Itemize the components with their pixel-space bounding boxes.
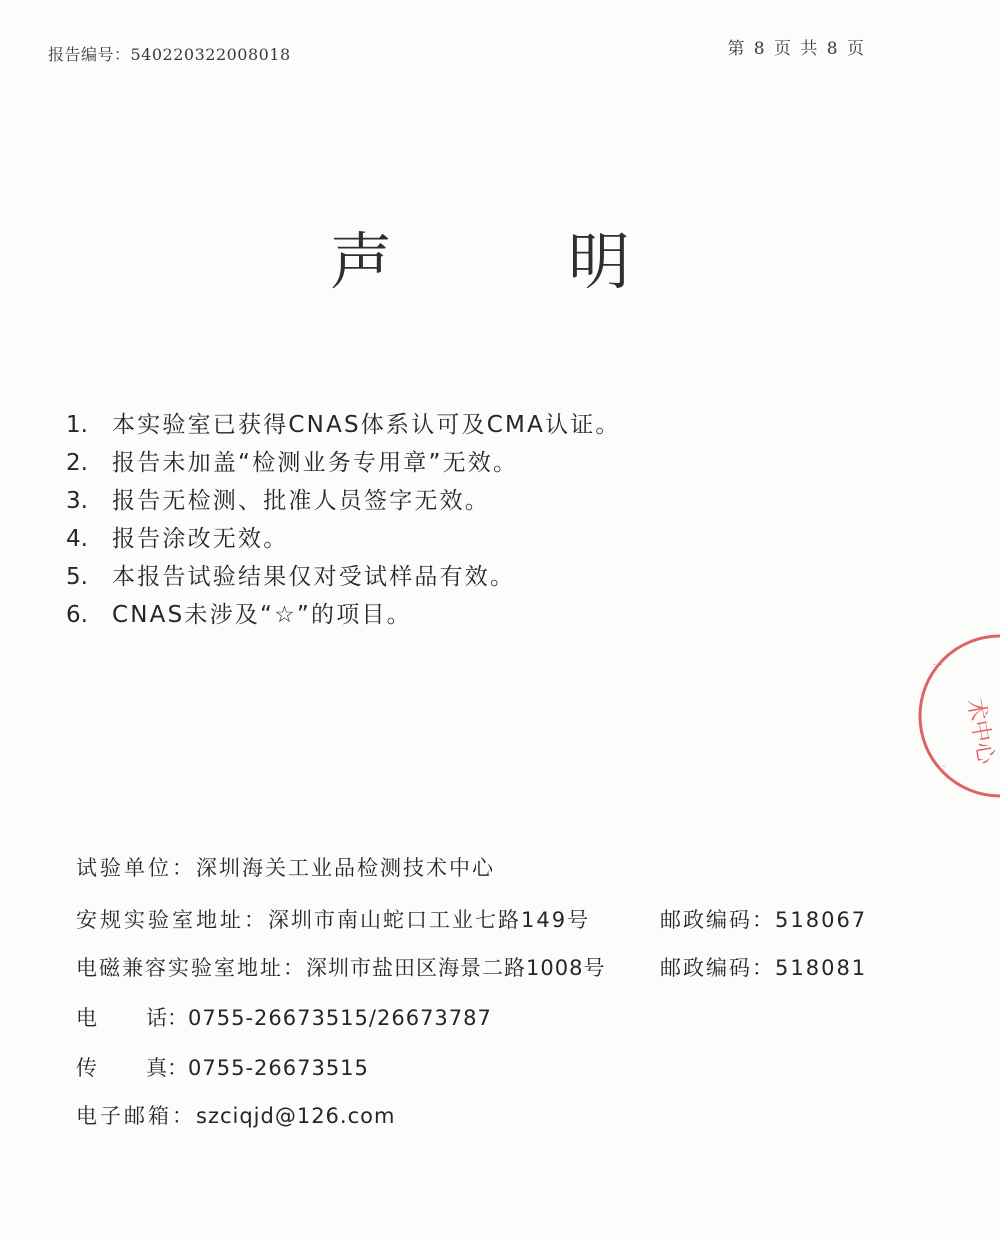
statement-number: 6. [66,602,88,628]
statement-item [66,406,621,444]
phone-value: 0755-26673515/26673787 [188,1006,492,1030]
test-unit-label: 试验单位： [76,856,196,880]
title-char-2: 明 [567,225,630,298]
statement-text: 本实验室已获得CNAS体系认可及CMA认证。 [112,412,621,438]
emc-lab-label: 电磁兼容实验室地址： [76,956,306,980]
phone-label-char: 电 [76,1006,97,1030]
test-unit-row [76,848,495,888]
title-char-1: 声 [330,225,393,298]
phone-label [76,998,188,1038]
statement-number: 1. [66,412,88,438]
statement-number: 4. [66,526,88,552]
statement-item [66,444,621,482]
statement-text: 报告无检测、批准人员签字无效。 [112,488,490,514]
phone-row [76,998,492,1038]
emc-lab-address: 深圳市盐田区海景二路1008号 [306,956,606,980]
email-label: 电子邮箱： [76,1104,196,1128]
safety-lab-address: 深圳市南山蛇口工业七路149号 [268,908,591,932]
official-stamp-seal [908,630,1000,802]
statement-text: 报告未加盖“检测业务专用章”无效。 [112,450,519,476]
statement-number: 2. [66,450,88,476]
fax-row [76,1048,369,1088]
fax-label [76,1048,188,1088]
test-unit-value: 深圳海关工业品检测技术中心 [196,856,495,880]
statement-list [66,406,621,634]
safety-lab-label: 安规实验室地址： [76,908,268,932]
statement-text: 报告涂改无效。 [112,526,289,552]
statement-number: 3. [66,488,88,514]
fax-label-suffix: 真： [146,1056,188,1080]
emc-lab-row [76,948,876,988]
safety-lab-row [76,900,876,940]
emc-lab-postal-code: 邮政编码：518081 [660,956,868,980]
fax-value: 0755-26673515 [188,1056,369,1080]
statement-item [66,520,621,558]
statement-number: 5. [66,564,88,590]
email-row [76,1096,395,1136]
stamp-dots-lower: · · [936,762,946,773]
page-title [330,212,630,301]
email-value: szciqjd@126.com [196,1104,396,1128]
report-number: 报告编号：540220322008018 [48,45,291,64]
statement-text: CNAS未涉及“☆”的项目。 [112,602,412,628]
stamp-text: 术中心 [962,696,999,767]
stamp-dots: · · [933,660,943,671]
safety-lab-postal-code: 邮政编码：518067 [660,908,868,932]
statement-item [66,482,621,520]
statement-text: 本报告试验结果仅对受试样品有效。 [112,564,516,590]
phone-label-suffix: 话： [146,1006,188,1030]
statement-item [66,558,621,596]
page-number: 第 8 页 共 8 页 [727,39,866,59]
fax-label-char: 传 [76,1056,97,1080]
statement-item [66,596,621,634]
